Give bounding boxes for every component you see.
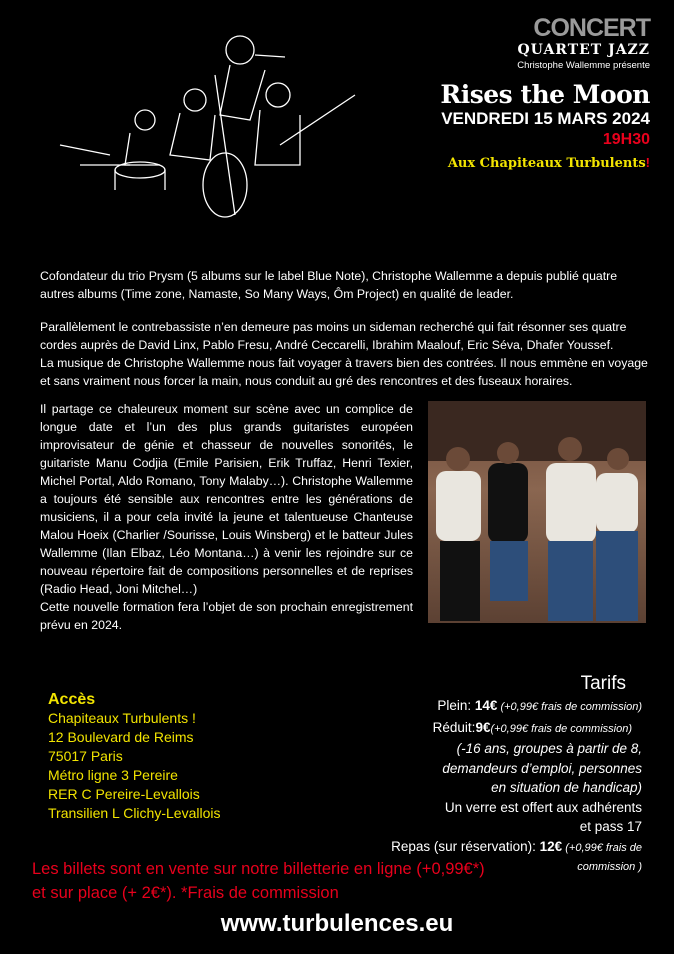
concert-title: Rises the Moon bbox=[440, 80, 650, 109]
concert-time: 19H30 bbox=[602, 131, 650, 148]
price-meal bbox=[391, 837, 642, 859]
paragraph-musicians-text: Il partage ce chaleureux moment sur scène avec un complice de longue date et l’un des plus grands guitaristes européen improvisateur de génie et chasseur de nouvelles sonorités, le guitariste Manu Codjia (Emile Parisien, Erik Truffaz, Henri Texier, Michel Portal, Aldo Romano, Tony Malaby…). Christophe Wallemme a toujours été sensible aux rencontres entre les générations de musiciens, il a pour cela invité la jeune et talentueuse Chanteuse Malou Hoeix (Charlier /Sourisse, Louis Winsberg) et le batteur Jules Wallemme (Ilan Elbaz, Léo Montana…) à venir les rejoindre sur ce nouveau répertoire fait de compositions personnelles et de reprises (Radio Head, Joni Mitchel…) bbox=[40, 402, 413, 596]
access-title: Accès bbox=[48, 691, 96, 708]
price-reduced-value: 9€ bbox=[475, 719, 491, 735]
drink-offer: et pass 17 bbox=[579, 819, 642, 834]
ticket-info bbox=[32, 857, 485, 905]
concert-label: CONCERT bbox=[533, 14, 650, 42]
band-photo bbox=[428, 401, 646, 623]
website-link[interactable]: www.turbulences.eu bbox=[220, 910, 454, 937]
paragraph-sideman bbox=[40, 318, 650, 390]
price-meal-note: commission ) bbox=[577, 861, 642, 873]
price-reduced-note: (+0,99€ frais de commission) bbox=[490, 722, 632, 735]
reduced-conditions: demandeurs d’emploi, personnes bbox=[442, 760, 642, 776]
ticket-onsite: et sur place (+ 2€*). *Frais de commission bbox=[32, 884, 339, 902]
presenter: Christophe Wallemme présente bbox=[517, 60, 650, 71]
price-meal-label: Repas (sur réservation): bbox=[391, 838, 540, 854]
access-line: RER C Pereire-Levallois bbox=[48, 786, 200, 802]
access-line: 75017 Paris bbox=[48, 748, 123, 764]
price-full bbox=[391, 696, 642, 718]
venue-name: Aux Chapiteaux Turbulents bbox=[447, 156, 646, 171]
quartet-line-drawing bbox=[50, 25, 370, 225]
price-full-value: 14€ bbox=[474, 698, 498, 713]
price-reduced bbox=[391, 718, 632, 740]
paragraph-recording-text: Cette nouvelle formation fera l’objet de son prochain enregistrement prévu en 2024. bbox=[40, 600, 413, 632]
concert-date: VENDREDI 15 MARS 2024 bbox=[441, 109, 650, 128]
price-reduced-label: Réduit: bbox=[432, 719, 476, 735]
access-line: 12 Boulevard de Reims bbox=[48, 729, 194, 745]
access-info bbox=[48, 690, 220, 823]
access-line: Chapiteaux Turbulents ! bbox=[48, 710, 196, 726]
ticket-online: Les billets sont en vente sur notre billetterie en ligne (+0,99€*) bbox=[32, 860, 485, 878]
paragraph-music-text: La musique de Christophe Wallemme nous fait voyager à travers bien des contrées. Il nous emmène en voyage et sans vraiment nous forcer la main, nous conduit au gré des rencontres et des fuseaux horaires. bbox=[40, 356, 648, 388]
price-full-note: (+0,99€ frais de commission) bbox=[497, 701, 642, 713]
access-line: Transilien L Clichy-Levallois bbox=[48, 805, 221, 821]
reduced-conditions: en situation de handicap) bbox=[491, 780, 642, 795]
drink-offer: Un verre est offert aux adhérents bbox=[444, 799, 642, 815]
quartet-label: QUARTET JAZZ bbox=[517, 42, 650, 58]
venue-exclamation: ! bbox=[645, 155, 650, 170]
reduced-conditions: (-16 ans, groupes à partir de 8, bbox=[456, 741, 642, 756]
access-line: Métro ligne 3 Pereire bbox=[48, 767, 178, 783]
price-meal-note: (+0,99€ frais de bbox=[562, 841, 642, 854]
price-meal-value: 12€ bbox=[539, 838, 563, 854]
price-full-label: Plein: bbox=[437, 698, 475, 713]
venue bbox=[448, 155, 650, 171]
paragraph-musicians bbox=[40, 400, 413, 634]
prices bbox=[391, 672, 642, 878]
paragraph-sideman-text: Parallèlement le contrebassiste n’en demeure pas moins un sideman recherché qui fait résonner ses quatre cordes auprès de David Linx, Pablo Fresu, André Ceccarelli, Ibrahim Maalouf, Eric Séva, Dhafer Youssef. bbox=[40, 320, 627, 352]
prices-title: Tarifs bbox=[580, 673, 626, 694]
paragraph-intro: Cofondateur du trio Prysm (5 albums sur le label Blue Note), Christophe Wallemme a depuis publié quatre autres albums (Time zone, Namaste, So Many Ways, Ôm Project) en qualité de leader. bbox=[40, 269, 618, 301]
